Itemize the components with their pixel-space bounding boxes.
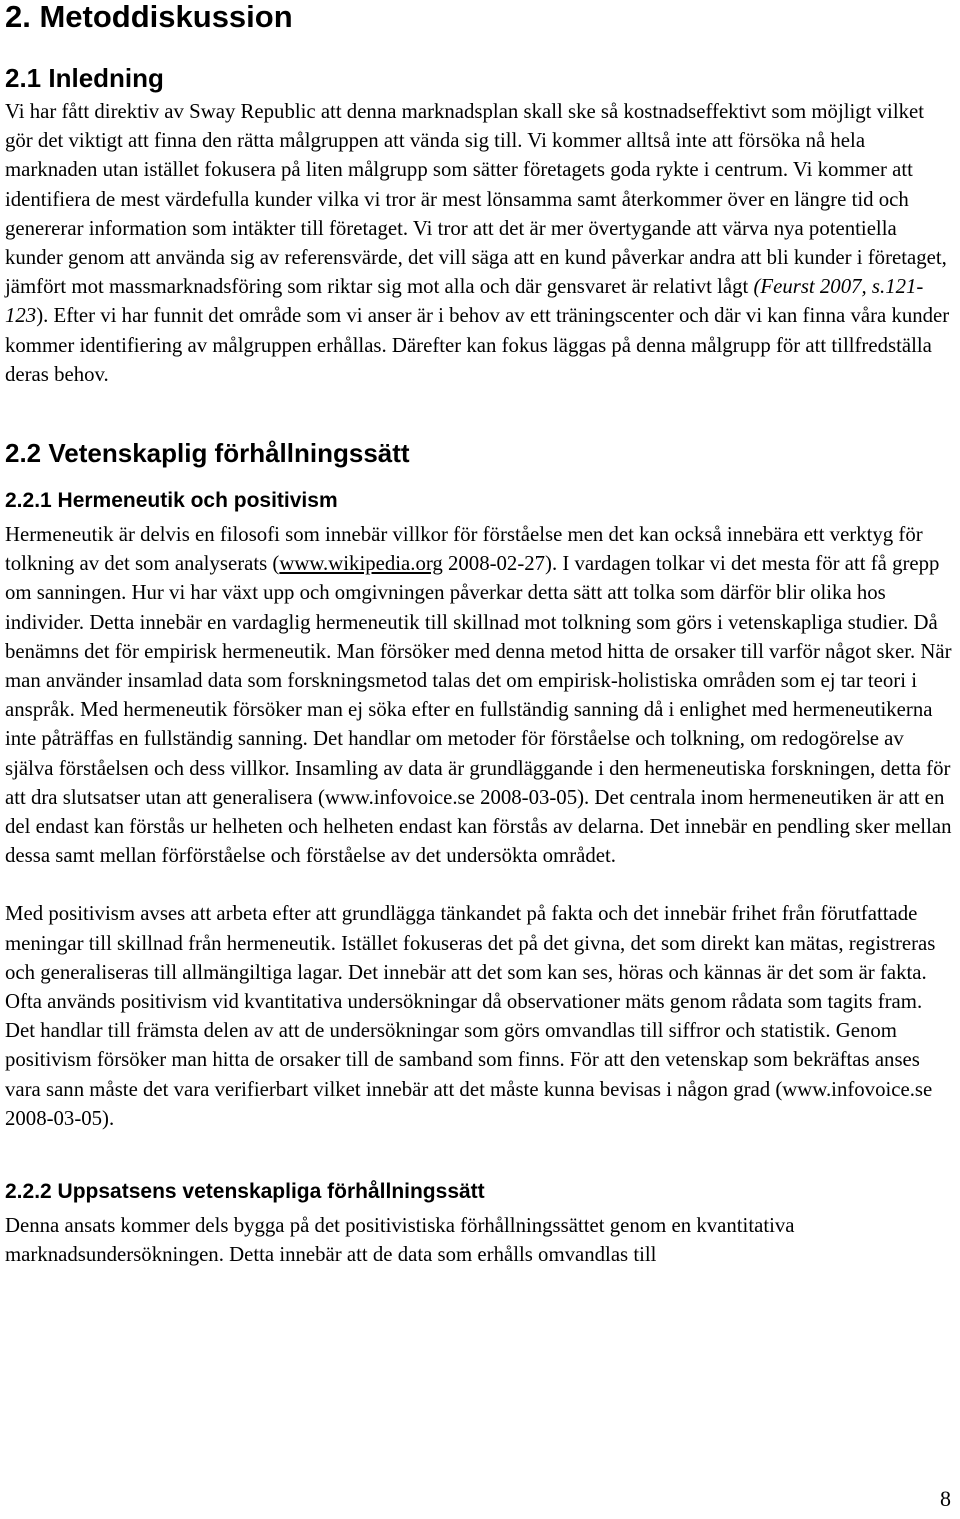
- paragraph-text: 2008-02-27). I vardagen tolkar vi det mesta för att få grepp om sanningen. Hur vi har växt upp och omgivningen påverkar detta sätt att tolka som därför blir olika hos individer. Detta innebär en vardaglig hermeneutik till skillnad mot tolkning som görs i vetenskapliga studier. Då benämns det för empirisk hermeneutik. Man försöker med denna metod hitta de orsaker till varför något sker. När man använder insamlad data som forskningsmetod talas det om empirisk-holistiska områden som ej tar teori i anspråk. Med hermeneutik försöker man ej söka efter en fullständig sanning då i enlighet med hermeneutikerna inte påträffas en fullständig sanning. Det handlar om metoder för förståelse och tolkning, om redogörelse av själva förståelsen och dess villkor. Insamling av data är grundläggande i den hermeneutiska forskningen, detta för att dra slutsatser utan att generalisera (www.infovoice.se 2008-03-05). Det centrala inom hermeneutiken är att en del endast kan förstås ur helheten och helheten endast kan förstås av delarna. Det innebär en pendling sker mellan dessa samt mellan förförståelse och förståelse av det undersökta området.: [5, 552, 952, 868]
- paragraph-positivism: Med positivism avses att arbeta efter att grundlägga tänkandet på fakta och det innebär frihet från förutfattade meningar till skillnad från hermeneutik. Istället fokuseras det på det givna, det som direkt kan mätas, registreras och generaliseras till allmängiltiga lagar. Det innebär att det som kan ses, höras och kännas är det som är fakta. Ofta används positivism vid kvantitativa undersökningar då observationer mäts genom rådata som tagits fram. Det handlar till främsta delen av att de undersökningar som görs omvandlas till siffror och statistik. Genom positivism försöker man hitta de orsaker till de samband som finns. För att den vetenskap som bekräftas anses vara sann måste det vara verifierbart vilket innebär att det måste kunna bevisas i någon grad (www.infovoice.se 2008-03-05).: [5, 902, 936, 1130]
- subsection-heading-uppsats: 2.2.2 Uppsatsens vetenskapliga förhållningssätt: [5, 1180, 485, 1204]
- section-heading-vetenskaplig: 2.2 Vetenskaplig förhållningssätt: [5, 438, 410, 469]
- section-heading-inledning: 2.1 Inledning: [5, 63, 164, 93]
- chapter-heading: 2. Metoddiskussion: [5, 0, 293, 34]
- subsection-heading-hermeneutik: 2.2.1 Hermeneutik och positivism: [5, 489, 338, 513]
- link-wikipedia[interactable]: www.wikipedia.org: [279, 552, 443, 576]
- paragraph-text: ). Efter vi har funnit det område som vi anser är i behov av ett träningscenter och där vi kan finna våra kunder kommer identifiering av målgruppen erhållas. Därefter kan fokus läggas på denna målgrupp för att tillfredställa deras behov.: [5, 304, 950, 386]
- page-number: 8: [940, 1486, 951, 1511]
- citation-feurst: (Feurst 2007, s.121-123: [5, 275, 924, 328]
- document-page: [5, 0, 955, 1270]
- paragraph-uppsats: Denna ansats kommer dels bygga på det positivistiska förhållningssättet genom en kvantitativa marknadsundersökningen. Detta innebär att de data som erhålls omvandlas till: [5, 1214, 795, 1267]
- paragraph-hermeneutik: [5, 520, 955, 870]
- paragraph-text: Hermeneutik är delvis en filosofi som innebär villkor för förståelse men det kan också innebära ett verktyg för tolkning av det som analyserats (: [5, 523, 923, 576]
- paragraph-text: Vi har fått direktiv av Sway Republic att denna marknadsplan skall ske så kostnadseffektivt som möjligt vilket gör det viktigt att finna den rätta målgruppen att vända sig till. Vi kommer alltså inte att försöka nå hela marknaden utan istället fokusera på liten målgrupp som sätter företagets goda rykte i centrum. Vi kommer att identifiera de mest värdefulla kunder vilka vi tror är mest lönsamma samt återkommer över en längre tid och genererar information som intäkter till företaget. Vi tror att det är mer övertygande att värva nya potentiella kunder genom att använda sig av referensvärde, det vill säga att en kund påverkar andra att bli kunder i företaget, jämfört mot massmarknadsföring som riktar sig mot alla och där gensvaret är relativt lågt: [5, 100, 947, 299]
- paragraph-inledning: [5, 97, 955, 389]
